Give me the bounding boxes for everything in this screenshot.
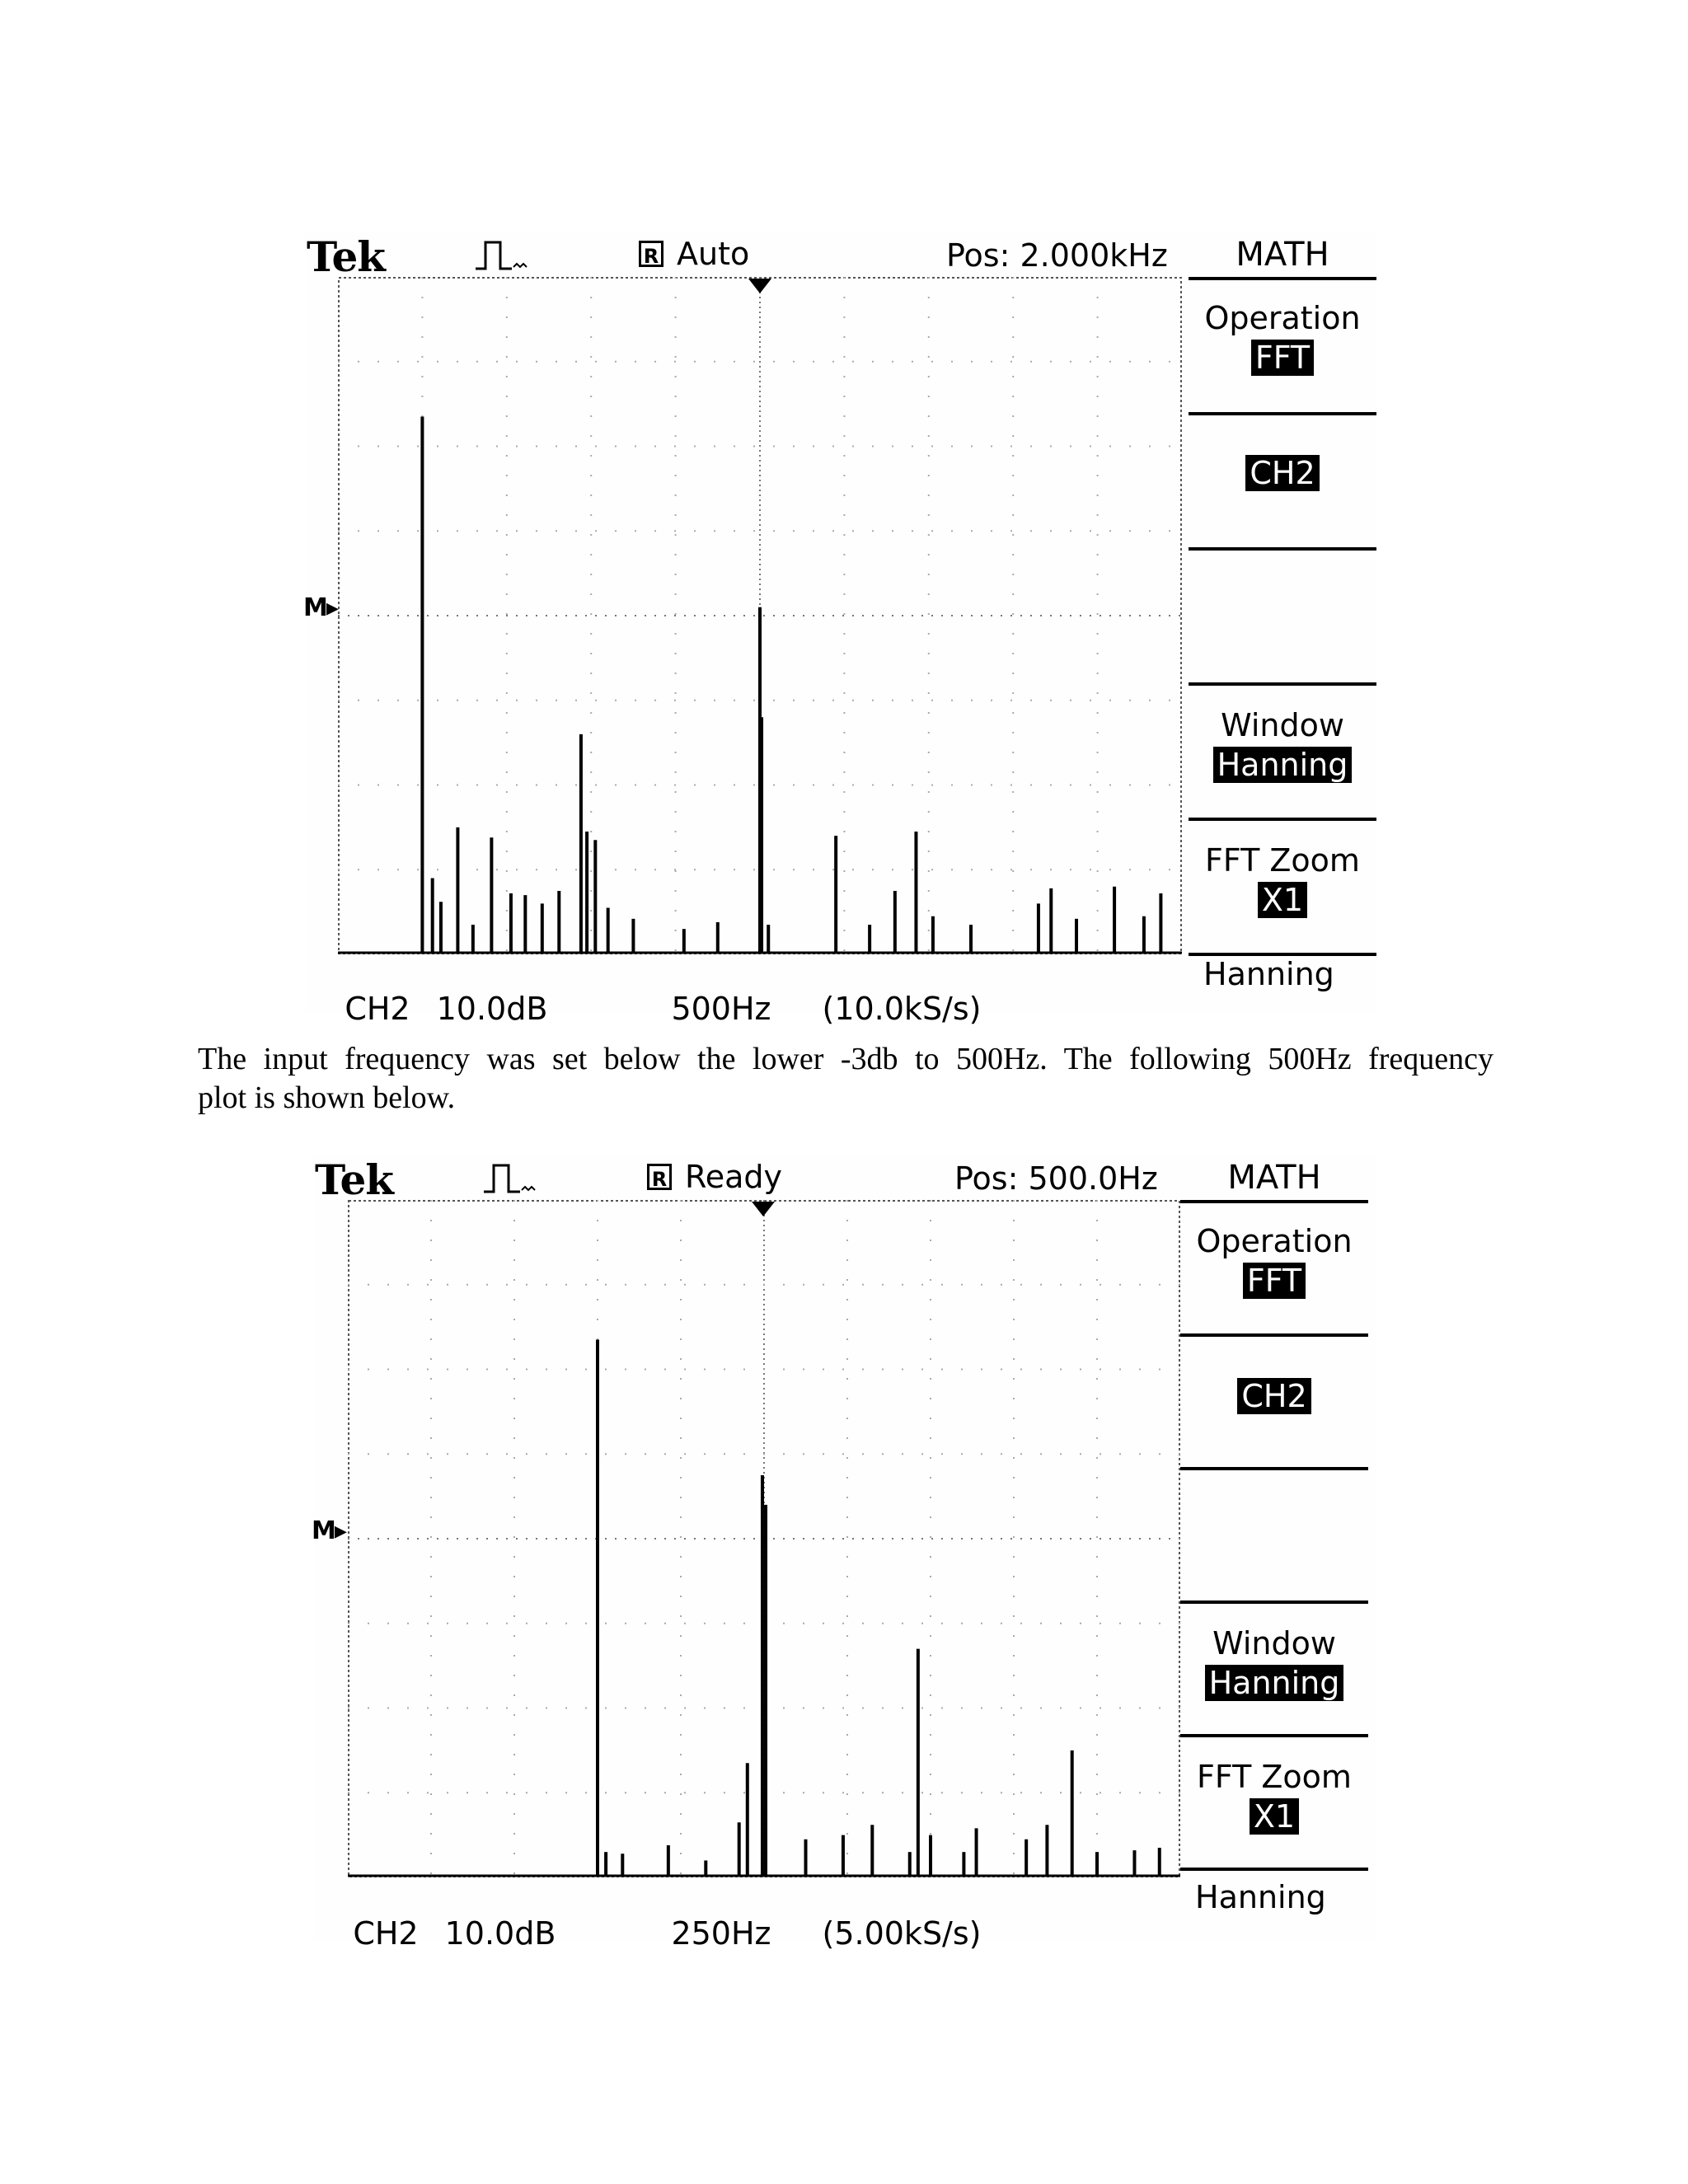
menu-divider: [1180, 1200, 1368, 1203]
trigger-state: Auto: [677, 236, 750, 272]
source-value: CH2: [1237, 1378, 1311, 1414]
pulse-trigger-icon: [482, 1162, 540, 1195]
menu-divider: [1180, 1601, 1368, 1604]
scope-screenshot-2: [312, 1154, 1376, 1952]
window-option[interactable]: [1180, 1625, 1368, 1701]
window-label: Window: [1221, 707, 1344, 743]
menu-divider: [1189, 412, 1376, 415]
trigger-state: Ready: [685, 1159, 782, 1195]
channel-label: CH2: [345, 991, 410, 1027]
window-value: Hanning: [1213, 747, 1353, 783]
operation-option[interactable]: [1189, 300, 1376, 376]
zoom-value: X1: [1258, 882, 1307, 918]
window-option[interactable]: [1189, 707, 1376, 783]
scale-label: 10.0dB: [444, 1915, 556, 1952]
tek-logo: Tek: [307, 232, 385, 281]
window-footer: Hanning: [1203, 956, 1334, 992]
menu-divider: [1189, 818, 1376, 821]
menu-divider: [1180, 1333, 1368, 1337]
zoom-value: X1: [1250, 1798, 1299, 1835]
fft-plot-area: [338, 277, 1182, 954]
trigger-status: [647, 1159, 782, 1195]
operation-label: Operation: [1204, 300, 1361, 336]
menu-divider: [1189, 547, 1376, 551]
operation-label: Operation: [1196, 1223, 1353, 1259]
fft-zoom-option[interactable]: [1189, 842, 1376, 918]
menu-divider: [1189, 682, 1376, 686]
scale-label: 10.0dB: [436, 991, 548, 1027]
run-r-icon: R: [639, 241, 663, 267]
window-value: Hanning: [1205, 1665, 1344, 1701]
operation-value: FFT: [1243, 1263, 1306, 1299]
trigger-position-arrow: [752, 1202, 775, 1216]
source-option[interactable]: [1180, 1375, 1368, 1414]
run-r-icon: R: [647, 1164, 672, 1190]
trigger-position-arrow: [748, 279, 771, 293]
math-menu: [1180, 1154, 1368, 1941]
trigger-status: [639, 236, 749, 272]
operation-option[interactable]: [1180, 1223, 1368, 1299]
hdiv-label: 500Hz: [671, 991, 771, 1027]
scope-screenshot-1: [303, 231, 1376, 1027]
zoom-label: FFT Zoom: [1205, 842, 1360, 879]
tek-logo: Tek: [315, 1155, 393, 1204]
fft-plot-1: [338, 277, 1182, 954]
menu-title: MATH: [1236, 236, 1329, 274]
body-text: [198, 1040, 1493, 1118]
fft-plot-area: [348, 1200, 1180, 1877]
status-bar: [313, 1879, 982, 1988]
math-reference-marker: M▸: [303, 593, 337, 622]
caption-line-2: plot is shown below.: [198, 1080, 456, 1115]
position-readout: Pos: 500.0Hz: [954, 1160, 1158, 1197]
hdiv-label: 250Hz: [671, 1915, 771, 1952]
pulse-trigger-icon: [474, 239, 532, 272]
zoom-label: FFT Zoom: [1197, 1759, 1352, 1795]
position-readout: Pos: 2.000kHz: [946, 237, 1168, 274]
operation-value: FFT: [1251, 340, 1314, 376]
caption-line-1: The input frequency was set below the lower -3db to 500Hz. The following 500Hz frequency: [198, 1042, 1493, 1076]
fft-plot-2: [348, 1200, 1180, 1877]
sample-rate-label: (5.00kS/s): [822, 1915, 982, 1952]
window-footer: Hanning: [1195, 1879, 1326, 1915]
sample-rate-label: (10.0kS/s): [822, 991, 982, 1027]
menu-divider: [1180, 1868, 1368, 1871]
math-menu: [1189, 231, 1376, 1014]
fft-zoom-option[interactable]: [1180, 1759, 1368, 1835]
source-option[interactable]: [1189, 452, 1376, 491]
menu-divider: [1180, 1734, 1368, 1737]
channel-label: CH2: [353, 1915, 419, 1952]
menu-divider: [1189, 277, 1376, 280]
menu-title: MATH: [1227, 1159, 1321, 1197]
menu-divider: [1180, 1467, 1368, 1470]
source-value: CH2: [1245, 455, 1319, 491]
math-reference-marker: M▸: [312, 1516, 345, 1545]
window-label: Window: [1212, 1625, 1336, 1661]
